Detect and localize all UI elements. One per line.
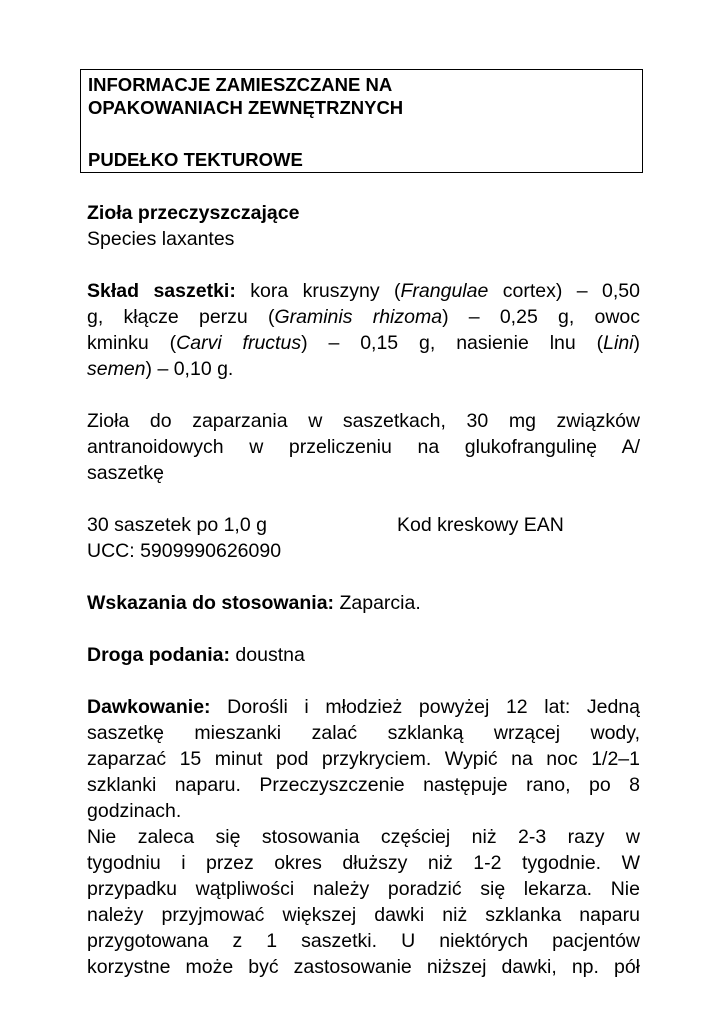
ucc-code: UCC: 5909990626090 — [87, 540, 282, 562]
package-section — [87, 512, 640, 564]
composition-section: Skład saszetki: kora kruszyny (Frangulae cortex) – 0,50 g, kłącze perzu (Graminis rhizoma) – 0,25 g, owoc kminku (Carvi fructus) – 0,15 g, nasienie lnu (Lini) semen) – 0,10 g. — [87, 280, 641, 380]
indications-label: Wskazania do stosowania: — [87, 592, 335, 614]
leaflet-content — [87, 200, 640, 980]
outer-packaging-header-box — [80, 69, 643, 173]
route-label: Droga podania: — [87, 644, 231, 666]
product-name: Zioła przeczyszczające — [87, 202, 300, 224]
indications-section — [87, 590, 640, 616]
header-title-line-2: OPAKOWANIACH ZEWNĘTRZNYCH — [88, 97, 404, 118]
product-latin-name: Species laxantes — [87, 228, 235, 250]
description-section: Zioła do zaparzania w saszetkach, 30 mg związków antranoidowych w przeliczeniu na glukofrangulinę A/ saszetkę — [87, 410, 640, 484]
header-title-line-1: INFORMACJE ZAMIESZCZANE NA — [88, 74, 393, 95]
barcode-label: Kod kreskowy EAN — [397, 514, 564, 536]
route-value: doustna — [230, 644, 305, 666]
composition-label: Skład saszetki: — [87, 280, 236, 302]
package-count: 30 saszetek po 1,0 g — [87, 514, 267, 536]
product-section — [87, 200, 640, 252]
dosage-section: Dawkowanie: Dorośli i młodzież powyżej 12 lat: Jedną saszetkę mieszanki zalać szklanką wrzącej wody, zaparzać 15 minut pod przykryciem. Wypić na noc 1/2–1 szklanki naparu. Przeczyszczenie następuje rano, po 8 godzinach. Nie zaleca się stosowania częściej niż 2-3 razy w tygodniu i przez okres dłuższy niż 1-2 tygodnie. W przypadku wątpliwości należy poradzić się lekarza. Nie należy przyjmować większej dawki niż szklanka naparu przygotowana z 1 saszetki. U niektórych pacjentów korzystne może być zastosowanie niższej dawki, np. pół — [87, 696, 640, 978]
header-package-type: PUDEŁKO TEKTUROWE — [88, 149, 303, 170]
indications-value: Zaparcia. — [334, 592, 421, 614]
dosage-label: Dawkowanie: — [87, 696, 211, 718]
route-section — [87, 642, 640, 668]
